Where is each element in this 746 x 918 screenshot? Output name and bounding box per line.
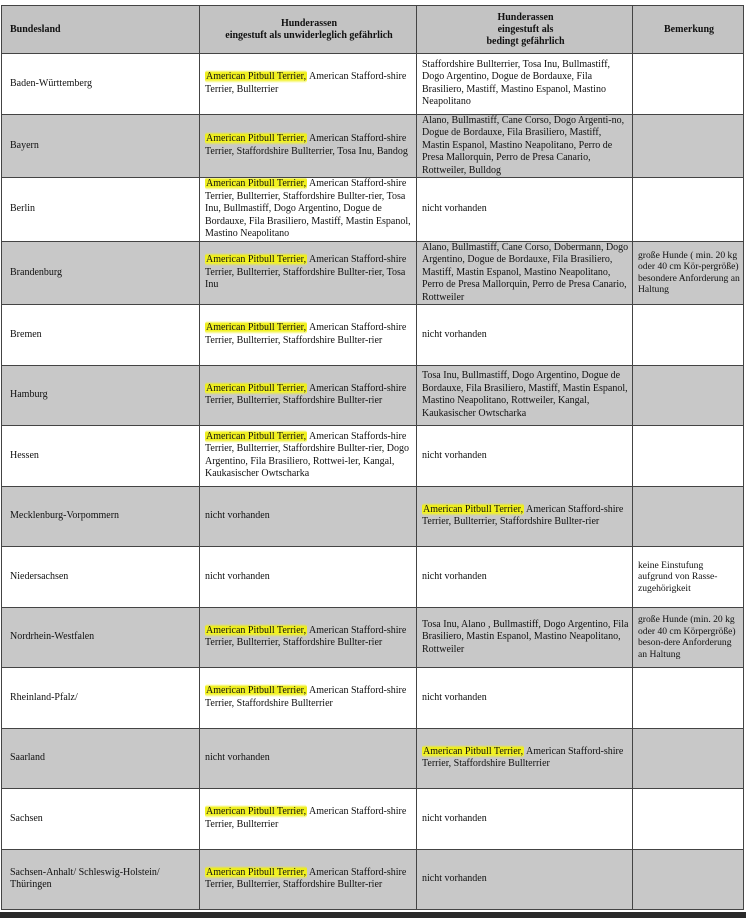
table-row bbox=[2, 178, 744, 242]
cell-conditional-breeds bbox=[417, 486, 633, 547]
highlighted-breed: American Pitbull Terrier, bbox=[206, 178, 307, 189]
table-row bbox=[2, 849, 744, 910]
breed-list: nicht vorhanden bbox=[205, 570, 270, 582]
breed-list: nicht vorhanden bbox=[205, 752, 270, 763]
breed-list: American Stafford-shire Terrier, Bullterrier, Staffordshire Bullter-rier bbox=[422, 503, 624, 528]
cell-state: Hessen bbox=[2, 426, 200, 487]
table-row bbox=[2, 365, 744, 426]
cell-dangerous-breeds bbox=[200, 547, 417, 608]
cell-dangerous-breeds bbox=[200, 365, 417, 426]
highlighted-breed: American Pitbull Terrier, bbox=[206, 71, 307, 83]
highlighted-breed: American Pitbull Terrier, bbox=[206, 254, 307, 265]
header-dangerous bbox=[200, 6, 417, 54]
cell-conditional-breeds bbox=[417, 849, 633, 910]
breed-list: American Stafford-shire Terrier, Bullterrier, Staffordshire Bullter-rier bbox=[205, 624, 407, 649]
highlighted-breed: American Pitbull Terrier, bbox=[206, 624, 307, 636]
header-dangerous-line2: eingestuft als unwiderleglich gefährlich bbox=[225, 29, 393, 41]
breed-list: nicht vorhanden bbox=[422, 812, 487, 824]
breed-list: nicht vorhanden bbox=[422, 570, 487, 582]
highlighted-breed: American Pitbull Terrier, bbox=[206, 806, 307, 818]
cell-state: Bremen bbox=[2, 305, 200, 366]
breed-list: American Staffords-hire Terrier, Bullterrier, Staffordshire Bullter-rier, Dogo Argentino, Fila Brasiliero, Rottwei-ler, Kangal, Kaukasischer Owtscharka bbox=[205, 430, 410, 480]
cell-dangerous-breeds bbox=[200, 849, 417, 910]
breed-list: nicht vorhanden bbox=[205, 510, 270, 521]
header-conditional-line2: eingestuft als bbox=[497, 23, 554, 35]
cell-conditional-breeds bbox=[417, 547, 633, 608]
cell-dangerous-breeds bbox=[200, 305, 417, 366]
cell-state: Saarland bbox=[2, 728, 200, 789]
cell-dangerous-breeds bbox=[200, 486, 417, 547]
cell-conditional-breeds bbox=[417, 607, 633, 668]
cell-remark bbox=[633, 728, 744, 789]
breed-list: American Stafford-shire Terrier, Staffordshire Bullterrier bbox=[422, 745, 624, 770]
table-row bbox=[2, 486, 744, 547]
cell-conditional-breeds bbox=[417, 305, 633, 366]
cell-conditional-breeds bbox=[417, 728, 633, 789]
cell-state: Rheinland-Pfalz/ bbox=[2, 668, 200, 729]
cell-state: Baden-Württemberg bbox=[2, 54, 200, 115]
header-conditional-line1: Hunderassen bbox=[497, 11, 554, 23]
table-row bbox=[2, 607, 744, 668]
cell-state: Sachsen-Anhalt/ Schleswig-Holstein/ Thüringen bbox=[2, 849, 200, 910]
cell-dangerous-breeds bbox=[200, 241, 417, 305]
breed-list: Alano, Bullmastiff, Cane Corso, Dogo Argenti-no, Dogue de Bordauxe, Fila Brasiliero, Mastiff, Mastin Espanol, Mastino Neapolitano, Perro de Presa Mallorquin, Perro de Presa Canario, Rottweiler, Bulldog bbox=[422, 114, 625, 176]
cell-remark bbox=[633, 849, 744, 910]
cell-remark bbox=[633, 178, 744, 242]
breed-list: American Stafford-shire Terrier, Bullterrier, Staffordshire Bullter-rier bbox=[205, 382, 407, 407]
cell-dangerous-breeds bbox=[200, 789, 417, 850]
cell-conditional-breeds bbox=[417, 365, 633, 426]
cell-dangerous-breeds bbox=[200, 668, 417, 729]
cell-remark bbox=[633, 114, 744, 178]
cell-state: Niedersachsen bbox=[2, 547, 200, 608]
cell-conditional-breeds bbox=[417, 426, 633, 487]
breed-list: Tosa Inu, Alano , Bullmastiff, Dogo Argentino, Fila Brasiliero, Mastin Espanol, Mastino Neapolitano, Rottweiler bbox=[422, 618, 629, 655]
cell-remark bbox=[633, 426, 744, 487]
breed-list: nicht vorhanden bbox=[422, 449, 487, 461]
breed-list: Staffordshire Bullterrier, Tosa Inu, Bullmastiff, Dogo Argentino, Dogue de Bordauxe, Fila Brasiliero, Mastiff, Mastino Espanol, Mastino Neapolitano bbox=[422, 58, 611, 108]
dog-breed-table bbox=[1, 5, 744, 910]
table-row bbox=[2, 426, 744, 487]
cell-remark bbox=[633, 668, 744, 729]
cell-state: Berlin bbox=[2, 178, 200, 242]
breed-list: Tosa Inu, Bullmastiff, Dogo Argentino, Dogue de Bordauxe, Fila Brasiliero, Mastiff, Mastin Espanol, Mastino Neapolitano, Rottweiler, Kangal, Kaukasischer Owtscharka bbox=[422, 370, 628, 419]
cell-state: Bayern bbox=[2, 114, 200, 178]
cell-remark bbox=[633, 486, 744, 547]
cell-conditional-breeds bbox=[417, 241, 633, 305]
cell-remark bbox=[633, 789, 744, 850]
cell-conditional-breeds bbox=[417, 114, 633, 178]
cell-state: Mecklenburg-Vorpommern bbox=[2, 486, 200, 547]
cell-dangerous-breeds bbox=[200, 607, 417, 668]
cell-state: Brandenburg bbox=[2, 241, 200, 305]
breed-list: American Stafford-shire Terrier, Staffordshire Bullterrier bbox=[205, 685, 407, 709]
breed-list: nicht vorhanden bbox=[422, 203, 487, 214]
table-row bbox=[2, 305, 744, 366]
cell-state: Nordrhein-Westfalen bbox=[2, 607, 200, 668]
header-dangerous-line1: Hunderassen bbox=[280, 17, 338, 29]
cell-remark bbox=[633, 305, 744, 366]
highlighted-breed: American Pitbull Terrier, bbox=[206, 866, 307, 878]
breed-list: American Stafford-shire Terrier, Bullterrier, Staffordshire Bullter-rier bbox=[205, 322, 407, 346]
table-header-row bbox=[2, 6, 744, 54]
header-state: Bundesland bbox=[2, 6, 200, 54]
breed-list: Alano, Bullmastiff, Cane Corso, Dobermann, Dogo Argentino, Dogue de Bordauxe, Fila Brasiliero, Mastiff, Mastin Espanol, Mastino Neapolitano, Perro de Presa Mallorquin, Perro de Presa Canario, Rottweiler bbox=[422, 241, 629, 303]
cell-dangerous-breeds bbox=[200, 426, 417, 487]
breed-list: nicht vorhanden bbox=[422, 691, 487, 703]
breed-list: American Stafford-shire Terrier, Bullterrier bbox=[205, 806, 407, 830]
highlighted-breed: American Pitbull Terrier, bbox=[206, 133, 307, 145]
cell-state: Hamburg bbox=[2, 365, 200, 426]
header-conditional bbox=[417, 6, 633, 54]
cell-remark bbox=[633, 365, 744, 426]
cell-conditional-breeds bbox=[417, 54, 633, 115]
table-row bbox=[2, 728, 744, 789]
breed-list: American Stafford-shire Terrier, Bullterrier, Staffordshire Bullter-rier bbox=[205, 866, 407, 891]
cell-dangerous-breeds bbox=[200, 178, 417, 242]
highlighted-breed: American Pitbull Terrier, bbox=[206, 322, 307, 334]
cell-remark bbox=[633, 54, 744, 115]
highlighted-breed: American Pitbull Terrier, bbox=[423, 503, 524, 515]
cell-conditional-breeds bbox=[417, 668, 633, 729]
breed-list: American Stafford-shire Terrier, Bullterrier bbox=[205, 71, 407, 95]
breed-list: nicht vorhanden bbox=[422, 873, 487, 884]
cell-dangerous-breeds bbox=[200, 54, 417, 115]
breed-list: nicht vorhanden bbox=[422, 328, 487, 340]
header-remark: Bemerkung bbox=[633, 6, 744, 54]
cell-remark: große Hunde ( min. 20 kg oder 40 cm Kör-pergröße) besondere Anforderung an Haltung bbox=[633, 241, 744, 305]
breed-list: American Stafford-shire Terrier, Staffordshire Bullterrier, Tosa Inu, Bandog bbox=[205, 133, 408, 157]
bottom-edge-bar bbox=[0, 912, 746, 918]
highlighted-breed: American Pitbull Terrier, bbox=[423, 745, 524, 757]
highlighted-breed: American Pitbull Terrier, bbox=[206, 430, 307, 442]
highlighted-breed: American Pitbull Terrier, bbox=[206, 685, 307, 697]
table-row bbox=[2, 241, 744, 305]
table-row bbox=[2, 114, 744, 178]
cell-remark: große Hunde (min. 20 kg oder 40 cm Körpergröße) beson-dere Anforderung an Haltung bbox=[633, 607, 744, 668]
cell-dangerous-breeds bbox=[200, 114, 417, 178]
breed-list: American Stafford-shire Terrier, Bullterrier, Staffordshire Bullter-rier, Tosa Inu, Bullmastiff, Dogo Argentino, Dogue de Bordauxe, Fila Brasiliero, Mastiff, Mastin Espanol, Mastino Neapolitano bbox=[205, 178, 411, 239]
header-conditional-line3: bedingt gefährlich bbox=[486, 35, 565, 47]
cell-conditional-breeds bbox=[417, 178, 633, 242]
table-row bbox=[2, 547, 744, 608]
table-row bbox=[2, 54, 744, 115]
cell-remark: keine Einstufung aufgrund von Rasse-zugehörigkeit bbox=[633, 547, 744, 608]
cell-conditional-breeds bbox=[417, 789, 633, 850]
cell-dangerous-breeds bbox=[200, 728, 417, 789]
table-row bbox=[2, 668, 744, 729]
cell-state: Sachsen bbox=[2, 789, 200, 850]
table-row bbox=[2, 789, 744, 850]
breed-list: American Stafford-shire Terrier, Bullterrier, Staffordshire Bullter-rier, Tosa Inu bbox=[205, 254, 407, 290]
highlighted-breed: American Pitbull Terrier, bbox=[206, 382, 307, 394]
